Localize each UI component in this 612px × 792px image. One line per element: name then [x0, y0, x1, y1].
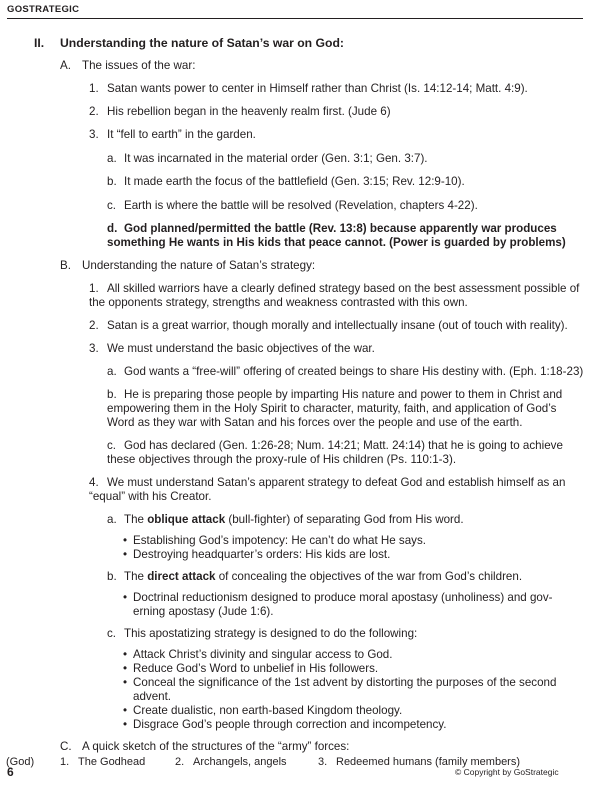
bullet-item: • Conceal the significance of the 1st advent by distorting the purposes of the second: [133, 676, 556, 690]
B-item3c-line2: these objectives through the proxy-rule of His children (Ps. 110:1-3).: [107, 453, 457, 466]
oblique-attack-term: oblique attack: [147, 513, 226, 526]
bullet-item-continuation: erning apostasy (Jude 1:6).: [133, 605, 274, 618]
C-item1-text: The Godhead: [78, 756, 146, 768]
B-title: Understanding the nature of Satan’s strategy:: [82, 259, 316, 272]
section-title: Understanding the nature of Satan’s war on God:: [60, 36, 344, 50]
B-item1-line2: the opponents strategy, strengths and weakness contrasted with this own.: [89, 296, 468, 309]
A-marker: A.: [60, 59, 71, 72]
A-sub-d-letter: d.: [107, 222, 118, 235]
B-item3c-letter: c.: [107, 439, 117, 452]
A-sub-b-letter: b.: [107, 175, 117, 188]
B-item2-num: 2.: [89, 319, 99, 332]
B-item3b-letter: b.: [107, 388, 117, 401]
A-sub-d-line1: God planned/permitted the battle (Rev. 13:8) because apparently war produces: [124, 222, 557, 235]
C-item1-num: 1.: [60, 756, 70, 768]
bullet-item: • Reduce God’s Word to unbelief in His followers.: [133, 662, 378, 676]
A-sub-d-line2: something He wants in His kids that peace cannot. (Power is guarded by problems): [107, 236, 566, 249]
C-item3-num: 3.: [318, 756, 328, 768]
A-sub-a-text: It was incarnated in the material order (Gen. 3:1; Gen. 3:7).: [124, 152, 428, 165]
B-item2-text: Satan is a great warrior, though morally and intellectually insane (out of touch with reality).: [107, 319, 568, 332]
B-item3-text: We must understand the basic objectives of the war.: [107, 342, 375, 355]
A-item1-text: Satan wants power to center in Himself rather than Christ (Is. 14:12-14; Matt. 4:9).: [107, 82, 528, 95]
B-item4b-letter: b.: [107, 570, 117, 583]
B-item3a-letter: a.: [107, 365, 117, 378]
A-sub-c-text: Earth is where the battle will be resolved (Revelation, chapters 4-22).: [124, 199, 478, 212]
B-item1-num: 1.: [89, 282, 99, 295]
C-title: A quick sketch of the structures of the “army” forces:: [82, 740, 350, 753]
B-item3c-line1: God has declared (Gen. 1:26-28; Num. 14:21; Matt. 24:14) that he is going to achieve: [124, 439, 563, 452]
C-item3-text: Redeemed humans (family members): [336, 756, 521, 768]
running-header: GOSTRATEGIC: [7, 4, 583, 19]
B-item4-line1: We must understand Satan’s apparent strategy to defeat God and establish himself as an: [107, 476, 566, 489]
B-item4a-letter: a.: [107, 513, 117, 526]
bullet-item: • Attack Christ’s divinity and singular access to God.: [133, 648, 392, 662]
direct-attack-term: direct attack: [147, 570, 216, 583]
page-number: 6: [7, 765, 14, 779]
B-marker: B.: [60, 259, 71, 272]
C-item2-text: Archangels, angels: [193, 756, 287, 768]
A-item3-text: It “fell to earth” in the garden.: [107, 128, 256, 141]
bullet-item: • Destroying headquarter’s orders: His kids are lost.: [133, 548, 390, 562]
copyright-notice: © Copyright by GoStrategic: [455, 767, 559, 777]
A-sub-c-letter: c.: [107, 199, 117, 212]
A-item2-text: His rebellion began in the heavenly realm first. (Jude 6): [107, 105, 391, 118]
B-item4b-text: The direct attack of concealing the objectives of the war from God’s children.: [124, 570, 523, 583]
B-item1-line1: All skilled warriors have a clearly defined strategy based on the best assessment possible of: [107, 282, 580, 295]
B-item4c-text: This apostatizing strategy is designed to do the following:: [124, 627, 418, 640]
C-item2-num: 2.: [175, 756, 185, 768]
bullet-item: • Establishing God’s impotency: He can’t do what He says.: [133, 534, 426, 548]
bullet-item: • Doctrinal reductionism designed to produce moral apostasy (unholiness) and gov-: [133, 591, 553, 605]
B-item4-line2: “equal” with his Creator.: [89, 490, 212, 503]
C-side-label: (God): [6, 756, 35, 768]
B-item3-num: 3.: [89, 342, 99, 355]
A-sub-b-text: It made earth the focus of the battlefield (Gen. 3:15; Rev. 12:9-10).: [124, 175, 465, 188]
B-item3b-line2: empowering them in the Holy Spirit to character, maturity, faith, and application of God’s: [107, 402, 557, 415]
B-item4c-letter: c.: [107, 627, 117, 640]
bullet-item: • Disgrace God’s people through correction and incompetency.: [133, 718, 446, 732]
B-item3a-text: God wants a “free-will” offering of created beings to share His destiny with. (Eph. 1:18-23): [124, 365, 584, 378]
B-item3b-line1: He is preparing those people by imparting His nature and power to them in Christ and: [124, 388, 563, 401]
B-item3b-line3: Word as they war with Satan and his forces over the people and use of the earth.: [107, 416, 523, 429]
bullet-item: • Create dualistic, non earth-based Kingdom theology.: [133, 704, 402, 718]
A-item1-num: 1.: [89, 82, 99, 95]
A-item2-num: 2.: [89, 105, 99, 118]
section-marker: II.: [34, 36, 45, 50]
A-sub-a-letter: a.: [107, 152, 117, 165]
A-item3-num: 3.: [89, 128, 99, 141]
B-item4-num: 4.: [89, 476, 99, 489]
bullet-item-continuation: advent.: [133, 690, 172, 703]
A-title: The issues of the war:: [82, 59, 196, 72]
C-marker: C.: [60, 740, 72, 753]
B-item4a-text: The oblique attack (bull-fighter) of separating God from His word.: [124, 513, 464, 526]
